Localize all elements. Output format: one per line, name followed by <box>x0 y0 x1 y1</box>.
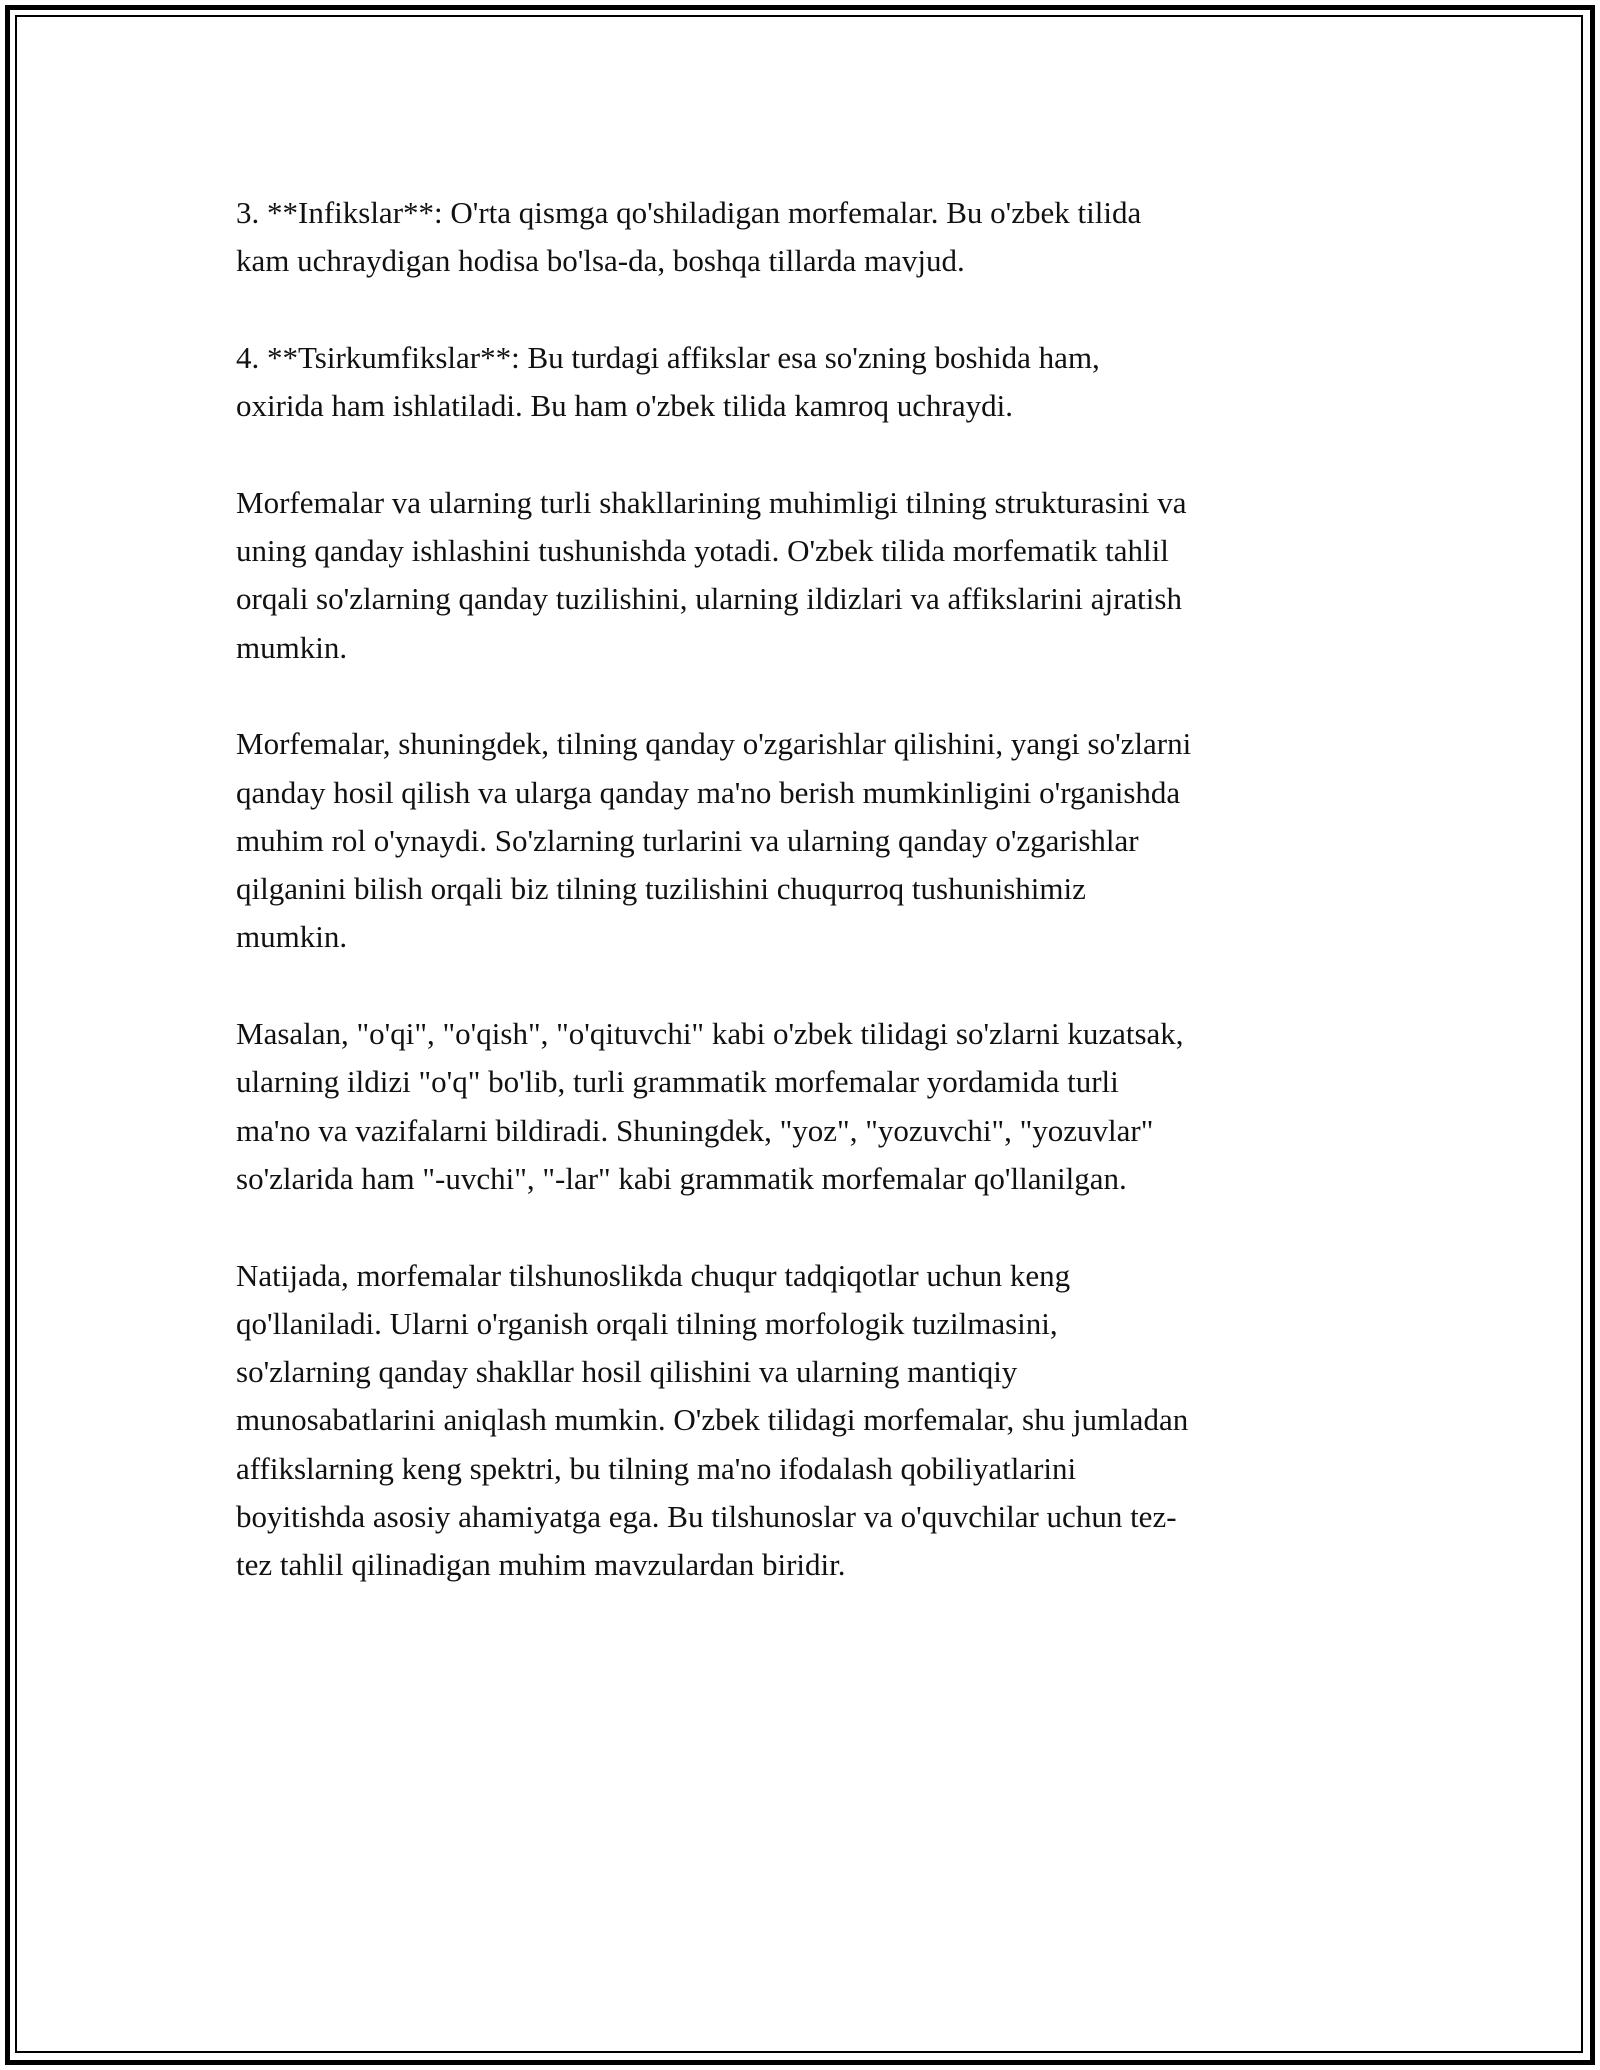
paragraph-tsirkumfikslar <box>236 334 1376 431</box>
text-line: munosabatlarini aniqlash mumkin. O'zbek tilidagi morfemalar, shu jumladan <box>236 1402 1189 1438</box>
paragraph-natijada <box>236 1252 1376 1590</box>
paragraph-masalan <box>236 1010 1376 1203</box>
text-line: so'zlarida ham "-uvchi", "-lar" kabi grammatik morfemalar qo'llanilgan. <box>236 1160 1127 1196</box>
text-line: Morfemalar, shuningdek, tilning qanday o'zgarishlar qilishini, yangi so'zlarni <box>236 726 1192 762</box>
document-body <box>236 189 1376 1638</box>
text-line: 3. **Infikslar**: O'rta qismga qo'shiladigan morfemalar. Bu o'zbek tilida <box>236 195 1142 230</box>
text-line: uning qanday ishlashini tushunishda yotadi. O'zbek tilida morfematik tahlil <box>236 533 1169 569</box>
text-line: kam uchraydigan hodisa bo'lsa-da, boshqa tillarda mavjud. <box>236 243 965 279</box>
paragraph-infikslar <box>236 189 1376 286</box>
paragraph-morfemalar-muhimligi <box>236 479 1376 672</box>
text-line: boyitishda asosiy ahamiyatga ega. Bu tilshunoslar va o'quvchilar uchun tez- <box>236 1499 1177 1535</box>
text-line: affikslarning keng spektri, bu tilning ma'no ifodalash qobiliyatlarini <box>236 1450 1077 1486</box>
text-line: orqali so'zlarning qanday tuzilishini, ularning ildizlari va affikslarini ajratish <box>236 581 1182 617</box>
text-line: tez tahlil qilinadigan muhim mavzulardan biridir. <box>236 1547 846 1583</box>
text-line: Natijada, morfemalar tilshunoslikda chuqur tadqiqotlar uchun keng <box>236 1257 1071 1293</box>
text-line: qilganini bilish orqali biz tilning tuzilishini chuqurroq tushunishimiz <box>236 871 1086 907</box>
text-line: Morfemalar va ularning turli shakllarining muhimligi tilning strukturasini va <box>236 484 1187 520</box>
text-line: so'zlarning qanday shakllar hosil qilishini va ularning mantiqiy <box>236 1354 1018 1390</box>
text-line: oxirida ham ishlatiladi. Bu ham o'zbek tilida kamroq uchraydi. <box>236 388 1013 424</box>
paragraph-morfemalar-ozgarishlar <box>236 720 1376 961</box>
text-line: ularning ildizi "o'q" bo'lib, turli grammatik morfemalar yordamida turli <box>236 1064 1119 1100</box>
text-line: ma'no va vazifalarni bildiradi. Shuningdek, "yoz", "yozuvchi", "yozuvlar" <box>236 1112 1154 1148</box>
text-line: mumkin. <box>236 629 348 665</box>
text-line: qo'llaniladi. Ularni o'rganish orqali tilning morfologik tuzilmasini, <box>236 1305 1058 1341</box>
text-line: muhim rol o'ynaydi. So'zlarning turlarini va ularning qanday o'zgarishlar <box>236 822 1139 858</box>
text-line: mumkin. <box>236 919 348 955</box>
text-line: Masalan, "o'qi", "o'qish", "o'qituvchi" kabi o'zbek tilidagi so'zlarni kuzatsak, <box>236 1016 1184 1052</box>
text-line: qanday hosil qilish va ularga qanday ma'no berish mumkinligini o'rganishda <box>236 774 1181 810</box>
text-line: 4. **Tsirkumfikslar**: Bu turdagi affikslar esa so'zning boshida ham, <box>236 339 1100 375</box>
